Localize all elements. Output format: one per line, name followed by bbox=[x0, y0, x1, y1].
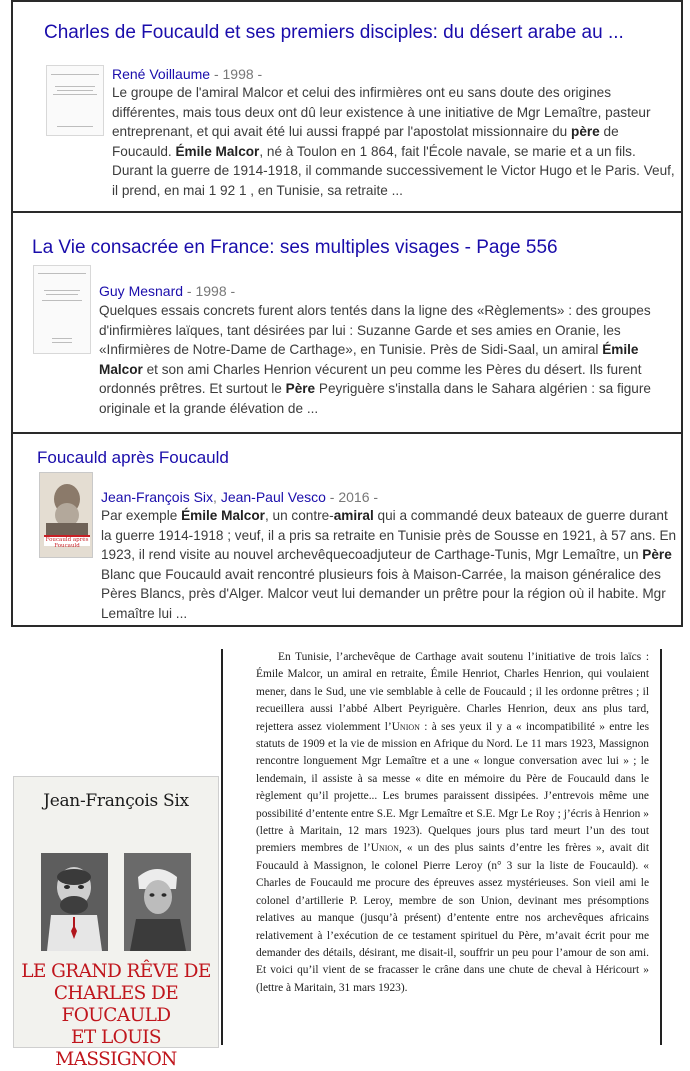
thumbnail-label: Foucauld après Foucauld bbox=[45, 537, 89, 549]
book-thumbnail[interactable] bbox=[39, 472, 93, 558]
cover-title-line: ET LOUIS MASSIGNON bbox=[55, 1027, 177, 1070]
page-text-segment: , « un des plus saints d’entre les frères », avait dit Foucauld à Massignon, le colonel Pierre Leroy (n° 3 sur la liste de Foucauld). « Charles de Foucauld me procure des épreuves assez mystérieuses. Son vieil ami le colonel d’artillerie P. Leroy, membre de son Union, devinant mes présomptions relatives au manque (jusqu’à présent) d’entente entre nos archevêques africains relativement à l’exécution de ce testament spirituel du Père, m’avait écrit pour me demander des détails, désirant, me disait-il, souffrir un peu pour l’amour de son ami. Et voici qu’il vient de se fracasser le crâne dans une chute de cheval à Héricourt » (lettre à Maritain, 31 mars 1923). bbox=[256, 842, 649, 994]
author-link[interactable]: Jean-Paul Vesco bbox=[220, 489, 326, 505]
snippet-highlight: Émile Malcor bbox=[181, 508, 265, 523]
snippet-highlight: père bbox=[571, 124, 600, 140]
result-title-link[interactable]: Charles de Foucauld et ses premiers disciples: du désert arabe au ... bbox=[44, 22, 624, 43]
publication-date: - 1998 - bbox=[210, 66, 263, 82]
author-separator: , bbox=[213, 489, 221, 505]
author-link[interactable]: René Voillaume bbox=[112, 66, 211, 82]
publication-date: - 1998 - bbox=[183, 283, 236, 299]
result-title-link[interactable]: La Vie consacrée en France: ses multiples visages - Page 556 bbox=[32, 237, 558, 258]
search-result-3 bbox=[11, 432, 683, 627]
result-meta bbox=[101, 489, 378, 505]
snippet-text: Peyriguère s'installa dans le Sahara algérien : sa figure originale et la grande élévation de ... bbox=[99, 381, 651, 416]
snippet-text: qui a commandé deux bateaux de guerre durant la guerre 1914-1918 ; veuf, il a pris sa retraite en Tunisie près de Sousse en 1921, à 57 ans. En 1923, il rend visite au nouvel archevêquecoadjuteur de Carthage-Tunis, Mgr Lemaître, un bbox=[101, 508, 677, 563]
result-meta bbox=[112, 66, 262, 82]
cover-title-line: CHARLES DE FOUCAULD bbox=[53, 983, 179, 1026]
snippet-highlight: Émile Malcor bbox=[99, 342, 639, 377]
snippet-text: Blanc que Foucauld avait rencontré plusieurs fois à Maison-Carrée, la maison généralice des Pères Blancs, près d'Alger. Malcor veut lui demander un prêtre pour la région où il habite. Mgr Lemaître lui ... bbox=[101, 566, 666, 621]
book-thumbnail[interactable] bbox=[46, 65, 104, 136]
result-snippet bbox=[101, 506, 679, 624]
search-result-1 bbox=[11, 0, 683, 213]
search-result-2 bbox=[11, 211, 683, 434]
book-thumbnail[interactable] bbox=[33, 265, 91, 354]
cover-title-line: LE GRAND RÊVE DE bbox=[21, 961, 211, 982]
small-caps-term: Union bbox=[370, 842, 399, 855]
result-title-link[interactable]: Foucauld après Foucauld bbox=[37, 448, 229, 467]
page-right-border bbox=[660, 649, 662, 1045]
page-left-border bbox=[221, 649, 223, 1045]
snippet-text: Par exemple bbox=[101, 508, 182, 523]
small-caps-term: Union bbox=[391, 720, 420, 733]
result-snippet bbox=[112, 83, 680, 201]
snippet-text: , né à Toulon en 1 864, fait l'École navale, se marie et a un fils. Durant la guerre de 1914-1918, il commande successivement le Victor Hugo et le Paris. Veuf, il prend, en mai 1 92 1 , en Tunisie, sa retraite ... bbox=[112, 143, 675, 198]
portrait-foucauld-icon bbox=[41, 853, 108, 951]
snippet-highlight: Père bbox=[642, 547, 672, 563]
cover-author: Jean-François Six bbox=[43, 791, 189, 811]
snippet-text: Quelques essais concrets furent alors tentés dans la ligne des «Règlements» : des groupes d'infirmières laïques, tant désirées par lui : Suzanne Garde et ses amies en Oranie, les «Infirmières de Notre-Dame de Carthage», en Tunisie. Près de Sidi-Saal, un amiral bbox=[99, 303, 651, 358]
publication-date: - 2016 - bbox=[325, 489, 379, 505]
page-text-segment: : à ses yeux il y a « incompatibilité » entre les statuts de 1909 et la vie de mission en Afrique du Nord. Le 11 mars 1923, Massignon rencontre longuement Mgr Lemaître et a une « longue conversation avec lui » ; le lendemain, il assiste à sa messe « dite en mémoire du Père de Foucauld dans le règlement qu’il projette... Les brumes paraissent dissipées. J’entrevois même une possibilité d’entente entre S.E. Mgr Lemaître et S.E. Mgr Le Roy ; j’écris à Henrion » (lettre à Maritain, 12 mars 1923). Quelques jours plus tard meurt l’un des tout premiers membres de l’ bbox=[256, 720, 650, 855]
book-cover bbox=[13, 776, 219, 1070]
snippet-highlight: Père bbox=[285, 381, 316, 397]
snippet-text: de Foucauld. bbox=[112, 124, 619, 159]
portrait-massignon-icon bbox=[124, 853, 191, 951]
result-meta bbox=[99, 283, 235, 299]
snippet-text: , un contre- bbox=[264, 508, 334, 523]
book-page-text bbox=[256, 649, 649, 997]
result-snippet bbox=[99, 301, 677, 419]
author-link[interactable]: Jean-François Six bbox=[101, 489, 214, 505]
author-link[interactable]: Guy Mesnard bbox=[99, 283, 184, 299]
snippet-text: et son ami Charles Henrion vécurent un peu comme les Pères du désert. Ils furent ordonnés prêtres. Et surtout le bbox=[99, 361, 642, 397]
snippet-text: Le groupe de l'amiral Malcor et celui des infirmières ont eu sans doute des origines différentes, mais tous deux ont dû leur existence à une initiative de Mgr Lemaître, pasteur entreprenant, et qui avait été lui aussi frappé par l'apostolat missionnaire du bbox=[112, 85, 651, 140]
snippet-highlight: amiral bbox=[333, 508, 374, 523]
page-text-segment: En Tunisie, l’archevêque de Carthage avait soutenu l’initiative de trois laïcs : Émile Malcor, un amiral en retraite, Émile Henriot, Charles Henrion, qui voulaient mener, dans le Sud, une vie semblable à celle de Foucauld ; il les ordonne prêtres ; il recueillera aussi l’abbé Albert Peyriguère. Charles Henrion, deux ans plus tard, rejettera assez violemment l’ bbox=[256, 651, 649, 733]
cover-title bbox=[18, 961, 214, 1071]
snippet-highlight: Émile Malcor bbox=[175, 143, 260, 159]
